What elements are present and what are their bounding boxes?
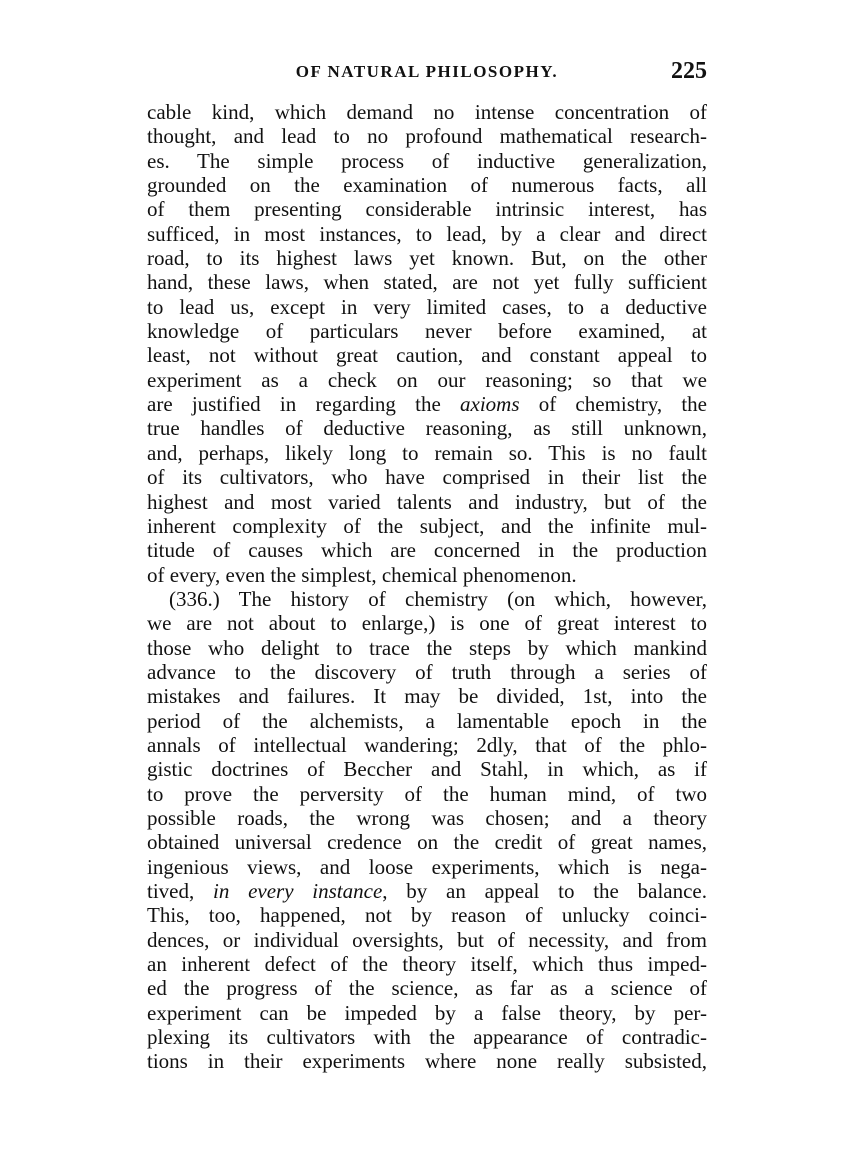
text-line: hand, these laws, when stated, are not yet fully sufficient xyxy=(147,270,707,295)
body-text xyxy=(147,100,707,1074)
text-line: This, too, happened, not by reason of unlucky coinci- xyxy=(147,903,707,928)
text-line: sufficed, in most instances, to lead, by a clear and direct xyxy=(147,221,707,246)
text-line: an inherent defect of the theory itself, which thus imped- xyxy=(147,952,707,977)
text-line: ingenious views, and loose experiments, which is nega- xyxy=(147,854,707,879)
text-line: to lead us, except in very limited cases, to a deductive xyxy=(147,294,707,319)
text-line: ed the progress of the science, as far as a science of xyxy=(147,976,707,1001)
text-line: highest and most varied talents and industry, but of the xyxy=(147,489,707,514)
text-line: period of the alchemists, a lamentable epoch in the xyxy=(147,708,707,733)
text-line: we are not about to enlarge,) is one of great interest to xyxy=(147,611,707,636)
text-line: least, not without great caution, and constant appeal to xyxy=(147,343,707,368)
text-line: obtained universal credence on the credit of great names, xyxy=(147,830,707,855)
text-segment: of chemistry, the xyxy=(519,392,707,417)
text-line: advance to the discovery of truth through a series of xyxy=(147,659,707,684)
text-segment: , by an appeal to the balance. xyxy=(382,879,707,903)
text-line: grounded on the examination of numerous facts, all xyxy=(147,173,707,198)
text-line: of every, even the simplest, chemical phenomenon. xyxy=(147,562,577,587)
running-head xyxy=(147,58,707,90)
text-line: to prove the perversity of the human mind, of two xyxy=(147,781,707,806)
text-line: and, perhaps, likely long to remain so. This is no fault xyxy=(147,440,707,465)
running-title: OF NATURAL PHILOSOPHY. xyxy=(295,62,559,81)
text-line xyxy=(147,879,707,903)
text-line: gistic doctrines of Beccher and Stahl, in which, as if xyxy=(147,757,707,782)
text-line: true handles of deductive reasoning, as still unknown, xyxy=(147,416,707,441)
text-line: annals of intellectual wandering; 2dly, that of the phlo- xyxy=(147,732,707,757)
text-line: knowledge of particulars never before examined, at xyxy=(147,319,707,344)
italic-phrase: in every instance xyxy=(213,879,383,903)
text-segment: tived, xyxy=(147,879,213,903)
text-line xyxy=(147,392,707,416)
text-line: inherent complexity of the subject, and the infinite mul- xyxy=(147,513,707,538)
text-line: mistakes and failures. It may be divided, 1st, into the xyxy=(147,684,707,709)
text-line: of its cultivators, who have comprised in their list the xyxy=(147,465,707,490)
text-line: thought, and lead to no profound mathematical research- xyxy=(147,124,707,149)
text-line: experiment can be impeded by a false theory, by per- xyxy=(147,1000,707,1025)
text-line: experiment as a check on our reasoning; so that we xyxy=(147,367,707,392)
text-line: dences, or individual oversights, but of necessity, and from xyxy=(147,927,707,952)
text-line: plexing its cultivators with the appearance of contradic- xyxy=(147,1025,707,1050)
text-segment: are justified in regarding the xyxy=(147,392,460,417)
italic-phrase: axioms xyxy=(460,392,520,417)
text-line: es. The simple process of inductive generalization, xyxy=(147,148,707,173)
text-line: cable kind, which demand no intense concentration of xyxy=(147,100,707,124)
text-line: possible roads, the wrong was chosen; and a theory xyxy=(147,805,707,830)
text-line: titude of causes which are concerned in the production xyxy=(147,538,707,563)
page-number: 225 xyxy=(671,58,707,84)
text-line: those who delight to trace the steps by which mankind xyxy=(147,635,707,660)
text-line: (336.) The history of chemistry (on which, however, xyxy=(169,586,707,611)
text-line: tions in their experiments where none really subsisted, xyxy=(147,1049,707,1074)
text-line: of them presenting considerable intrinsic interest, has xyxy=(147,197,707,222)
text-line: road, to its highest laws yet known. But, on the other xyxy=(147,246,707,271)
